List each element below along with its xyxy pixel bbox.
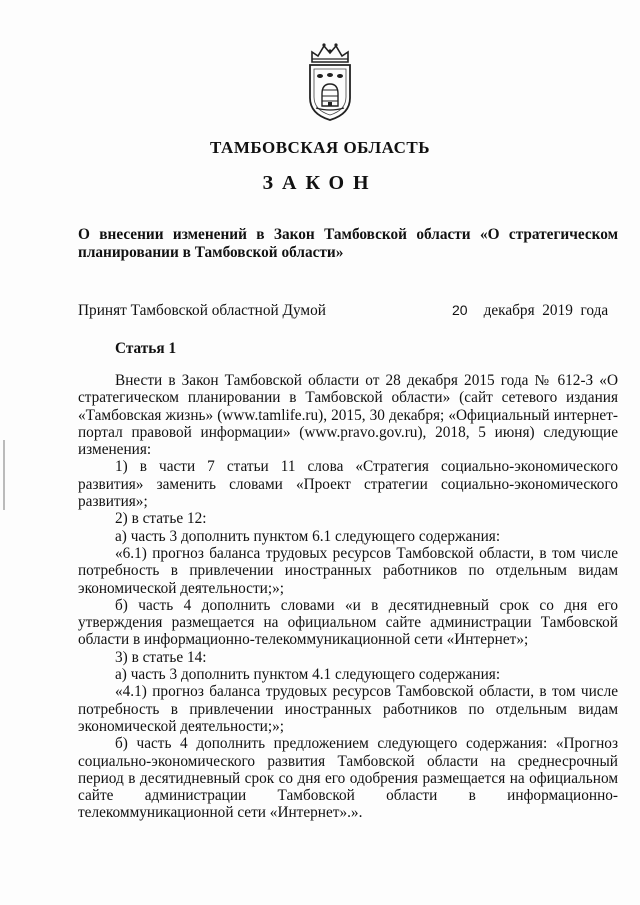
article-heading: Статья 1: [115, 340, 177, 357]
adoption-day: 20: [452, 302, 468, 318]
paragraph: а) часть 3 дополнить пунктом 6.1 следующего содержания:: [115, 527, 501, 545]
region-name: ТАМБОВСКАЯ ОБЛАСТЬ: [210, 138, 430, 157]
paragraph: 2) в статье 12:: [115, 510, 207, 528]
paragraph: Внести в Закон Тамбовской области от 28 декабря 2015 года № 612-З «О стратегическом планировании в Тамбовской области» (сайт сетевого издания «Тамбовская жизнь» (www.tamlife.ru), 2015, 30 декабря; «Официальный интернет-портал правовой информации» (www.pravo.gov.ru), 2018, 5 июня) следующие изменения:: [78, 372, 618, 459]
paragraph: б) часть 4 дополнить словами «и в десятидневный срок со дня его утверждения размещается на официальном сайте администрации Тамбовской области в информационно-телекоммуникационной сети «Интернет»;: [78, 596, 618, 649]
document-type: ЗАКОН: [262, 172, 378, 194]
adoption-statement: Принят Тамбовской областной Думой: [78, 302, 326, 319]
tambov-coat-of-arms-icon: [304, 40, 356, 122]
article-body: [78, 372, 618, 822]
paragraph: 1) в части 7 статьи 11 слова «Стратегия социально-экономического развития» заменить словами «Проект стратегии социально-экономического развития»;: [78, 458, 618, 511]
law-subject: О внесении изменений в Закон Тамбовской области «О стратегическом планировании в Тамбовской области»: [78, 226, 618, 261]
adoption-date: [452, 302, 608, 320]
scan-edge-mark: [3, 440, 5, 510]
adoption-month-year: декабря 2019 года: [483, 302, 609, 319]
paragraph: «6.1) прогноз баланса трудовых ресурсов Тамбовской области, в том числе потребность в привлечении иностранных работников по отдельным видам экономической деятельности;»;: [78, 544, 618, 597]
paragraph: б) часть 4 дополнить предложением следующего содержания: «Прогноз социально-экономического развития Тамбовской области на среднесрочный период в десятидневный срок со дня его одобрения размещается на официальном сайте администрации Тамбовской области в информационно-телекоммуникационной сети «Интернет».».: [78, 735, 618, 822]
paragraph: 3) в статье 14:: [115, 648, 207, 666]
paragraph: а) часть 3 дополнить пунктом 4.1 следующего содержания:: [115, 666, 501, 684]
paragraph: «4.1) прогноз баланса трудовых ресурсов Тамбовской области, в том числе потребность в привлечении иностранных работников по отдельным видам экономической деятельности;»;: [78, 683, 618, 735]
